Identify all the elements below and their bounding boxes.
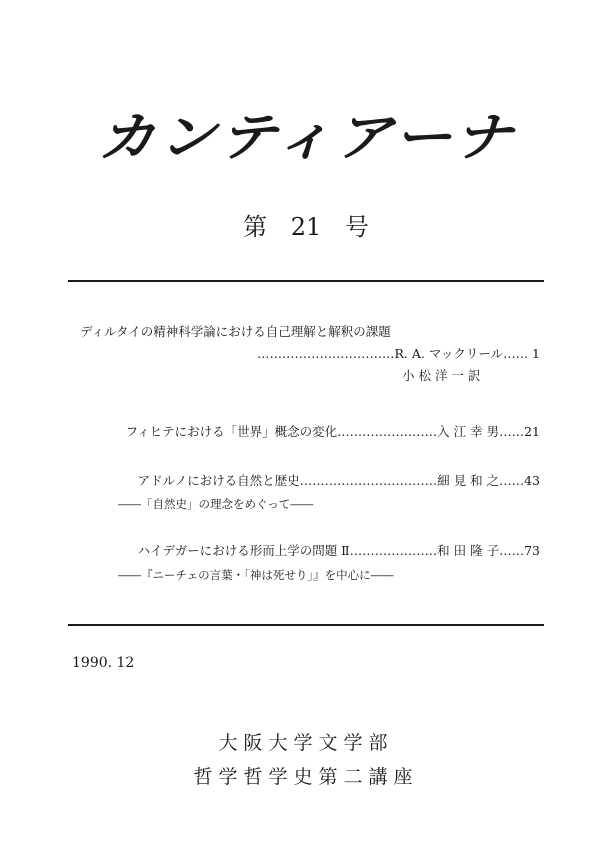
toc-entry-2: フィヒテにおける「世界」概念の変化……………………入 江 幸 男……21 bbox=[125, 424, 540, 439]
bottom-divider bbox=[68, 624, 544, 626]
top-divider bbox=[68, 280, 544, 282]
toc-entry-1-translator: 小 松 洋 一 訳 bbox=[402, 368, 481, 383]
toc-entry-3-subtitle: ――「自然史」の理念をめぐって―― bbox=[118, 497, 314, 511]
issue-number: 第 21 号 bbox=[243, 213, 369, 241]
toc-entry-3: アドルノにおける自然と歴史……………………………細 見 和 之……43 bbox=[137, 473, 540, 488]
publisher-university: 大阪大学文学部 bbox=[218, 732, 394, 754]
publisher-department: 哲学哲学史第二講座 bbox=[193, 766, 419, 788]
toc-entry-1-author-line: ……………………………R. A. マックリール…… 1 bbox=[256, 346, 540, 361]
publication-date: 1990. 12 bbox=[72, 655, 135, 671]
toc-entry-4: ハイデガーにおける形而上学の問題 Ⅱ…………………和 田 隆 子……73 bbox=[137, 543, 540, 558]
journal-title: カンティアーナ bbox=[97, 108, 515, 168]
toc-entry-4-subtitle: ――『ニーチェの言葉・「神は死せり」』を中心に―― bbox=[118, 568, 394, 582]
toc-entry-1-title: ディルタイの精神科学論における自己理解と解釈の課題 bbox=[80, 324, 391, 339]
